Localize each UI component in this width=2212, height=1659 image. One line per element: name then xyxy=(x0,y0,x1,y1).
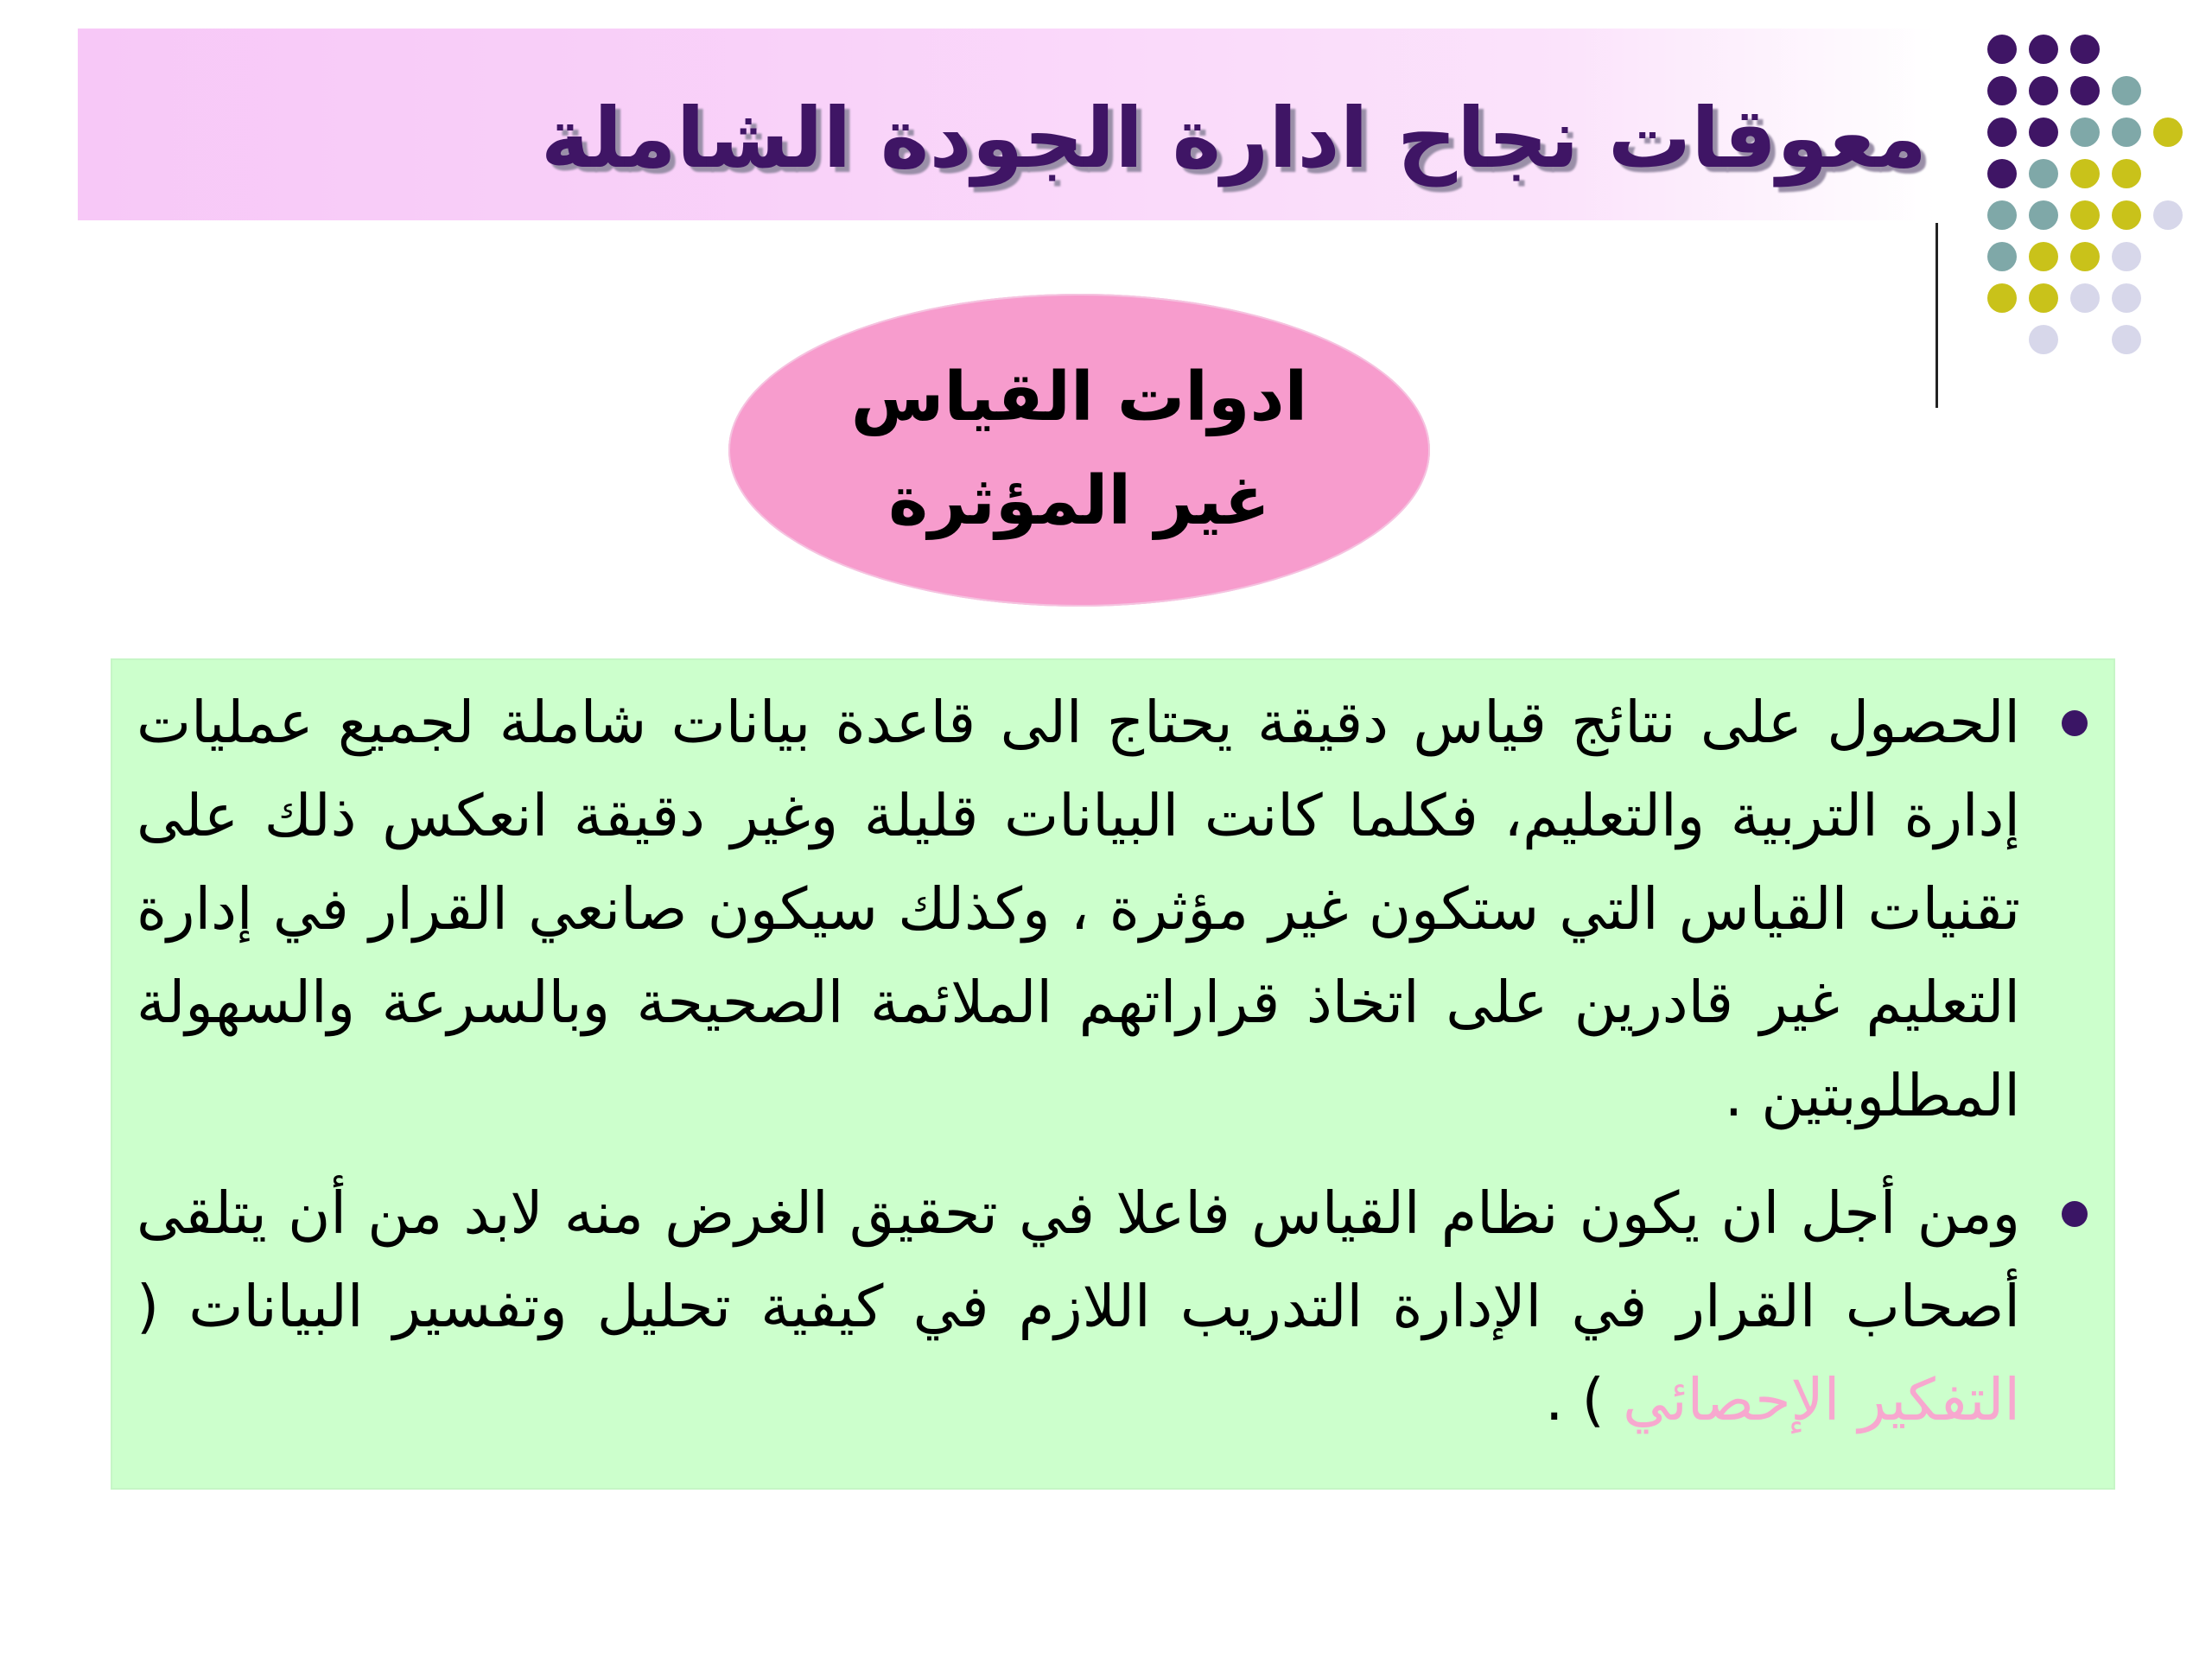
decorative-dot xyxy=(1987,35,2017,64)
decorative-dot xyxy=(2153,118,2183,147)
decorative-dot xyxy=(1987,76,2017,105)
decorative-dot xyxy=(2070,118,2100,147)
decorative-dot xyxy=(1987,159,2017,188)
bullet-text-before: ومن أجل ان يكون نظام القياس فاعلا في تحقيق الغرض منه لابد من أن يتلقى أصحاب القرار في الإدارة التدريب اللازم في كيفية تحليل وتفسير البيانات ( xyxy=(137,1179,2020,1340)
decorative-dot xyxy=(2070,242,2100,271)
bullet-item xyxy=(137,676,2020,1142)
topic-line-2: غير المؤثرة xyxy=(888,462,1270,540)
content-box xyxy=(111,658,2115,1490)
bullet-item xyxy=(137,1166,2020,1446)
decorative-dot xyxy=(2070,200,2100,230)
bullet-icon xyxy=(2062,710,2088,736)
decorative-dot xyxy=(2112,242,2141,271)
decorative-dot xyxy=(2153,200,2183,230)
decorative-dot xyxy=(2029,35,2058,64)
highlighted-term: التفكير الإحصائي xyxy=(1623,1366,2020,1433)
decorative-dot xyxy=(2070,283,2100,313)
decorative-dot xyxy=(2029,159,2058,188)
decorative-dot xyxy=(2029,76,2058,105)
decorative-dot xyxy=(2029,283,2058,313)
bullet-text-after: ) . xyxy=(1545,1366,1605,1433)
decorative-dot xyxy=(2112,118,2141,147)
slide-title: معوقات نجاح ادارة الجودة الشاملة xyxy=(540,90,1927,187)
decorative-dot xyxy=(2029,325,2058,354)
bullet-icon xyxy=(2062,1201,2088,1227)
decorative-dot xyxy=(2112,200,2141,230)
decorative-dot xyxy=(1987,242,2017,271)
bullet-text: الحصول على نتائج قياس دقيقة يحتاج الى قاعدة بيانات شاملة لجميع عمليات إدارة التربية والتعليم، فكلما كانت البيانات قليلة وغير دقيقة انعكس ذلك على تقنيات القياس التي ستكون غير مؤثرة ، وكذلك سيكون صانعي القرار في إدارة التعليم غير قادرين على اتخاذ قراراتهم الملائمة الصحيحة وبالسرعة والسهولة المطلوبتين . xyxy=(137,689,2020,1129)
topic-ellipse xyxy=(728,294,1430,607)
bullet-list xyxy=(137,676,2020,1471)
decorative-dot xyxy=(1987,283,2017,313)
decorative-dot xyxy=(2112,76,2141,105)
decorative-dot xyxy=(2070,35,2100,64)
decorative-dot xyxy=(1987,200,2017,230)
decorative-dot xyxy=(1987,118,2017,147)
decorative-dot xyxy=(2070,159,2100,188)
topic-text xyxy=(728,346,1430,553)
decorative-dot xyxy=(2029,242,2058,271)
topic-line-1: ادوات القياس xyxy=(850,359,1308,436)
divider-line xyxy=(1936,223,1938,408)
decorative-dot xyxy=(2029,200,2058,230)
decorative-dot xyxy=(2029,118,2058,147)
decorative-dot xyxy=(2112,325,2141,354)
decorative-dot xyxy=(2112,159,2141,188)
decorative-dot xyxy=(2070,76,2100,105)
decorative-dot-grid xyxy=(1970,35,2195,363)
decorative-dot xyxy=(2112,283,2141,313)
